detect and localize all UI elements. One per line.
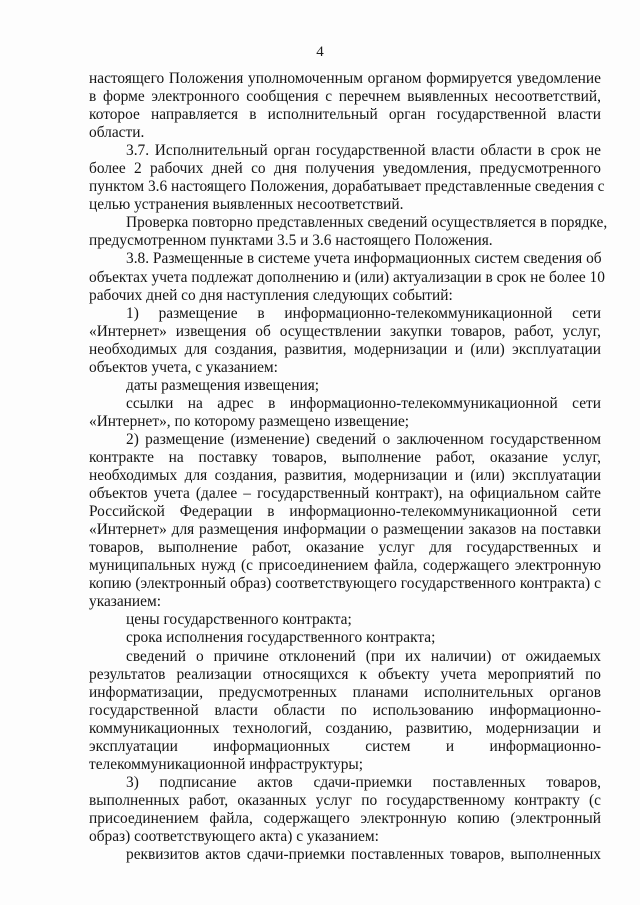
text-line: образ) соответствующего акта) с указанием: xyxy=(89,827,379,845)
text-line: реквизитов актов сдачи-приемки поставленных товаров, выполненных xyxy=(126,846,601,864)
page-number: 4 xyxy=(316,44,324,60)
text-line: 3.7. Исполнительный орган государственной власти области в срок не xyxy=(126,142,601,160)
text-line: эксплуатации информационных систем и информационно- xyxy=(89,737,601,755)
text-line: 1) размещение в информационно-телекоммуникационной сети xyxy=(126,304,601,322)
text-line: телекоммуникационной инфраструктуры; xyxy=(89,755,364,773)
text-line: объектов учета, с указанием: xyxy=(89,358,278,376)
text-line: контракте на поставку товаров, выполнение работ, оказание услуг, xyxy=(89,448,601,466)
text-line: информатизации, предусмотренных планами исполнительных органов xyxy=(89,683,601,701)
text-line: копию (электронный образ) соответствующего государственного контракта) с xyxy=(89,575,601,593)
text-line: присоединением файла, содержащего электронную копию (электронный xyxy=(89,809,601,827)
text-line: необходимых для создания, развития, модернизации и (или) эксплуатации xyxy=(89,340,601,358)
text-line: настоящего Положения уполномоченным органом формируется уведомление xyxy=(89,70,601,87)
text-line: рабочих дней со дня наступления следующих событий: xyxy=(89,286,453,304)
text-line: 3.8. Размещенные в системе учета информационных систем сведения об xyxy=(126,250,602,268)
text-line: объектах учета подлежат дополнению и (или) актуализации в срок не более 10 xyxy=(89,268,605,286)
text-line: государственной власти области по использованию информационно- xyxy=(89,701,601,719)
text-line: 3) подписание актов сдачи-приемки поставленных товаров, xyxy=(126,773,601,791)
text-line: «Интернет» извещения об осуществлении закупки товаров, работ, услуг, xyxy=(89,322,601,340)
text-line: «Интернет», по которому размещено извещение; xyxy=(89,412,410,430)
text-line: цены государственного контракта; xyxy=(126,611,352,629)
text-line: товаров, выполнение работ, оказание услуг для государственных и xyxy=(89,539,601,557)
text-line: выполненных работ, оказанных услуг по государственному контракту (с xyxy=(89,791,601,809)
text-line: в форме электронного сообщения с перечнем выявленных несоответствий, xyxy=(89,88,601,106)
text-line: которое направляется в исполнительный орган государственной власти xyxy=(89,106,601,124)
text-line: Проверка повторно представленных сведений осуществляется в порядке, xyxy=(126,214,608,232)
text-line: результатов реализации относящихся к объекту учета мероприятий по xyxy=(89,665,601,683)
text-line: необходимых для создания, развития, модернизации и (или) эксплуатации xyxy=(89,467,601,485)
text-line: Российской Федерации в информационно-телекоммуникационной сети xyxy=(89,503,601,521)
text-line: целью устранения выявленных несоответствий. xyxy=(89,196,404,214)
text-line: области. xyxy=(89,124,145,142)
text-line: объектов учета (далее – государственный контракт), на официальном сайте xyxy=(89,485,601,503)
document-body xyxy=(89,70,608,864)
text-line: сведений о причине отклонений (при их наличии) от ожидаемых xyxy=(126,647,601,665)
text-line: пунктом 3.6 настоящего Положения, дорабатывает представленные сведения с xyxy=(89,178,605,196)
text-line: ссылки на адрес в информационно-телекоммуникационной сети xyxy=(126,394,601,412)
text-line: предусмотренном пунктами 3.5 и 3.6 настоящего Положения. xyxy=(89,232,493,250)
text-line: муниципальных нужд (с присоединением файла, содержащего электронную xyxy=(89,557,601,575)
text-line: более 2 рабочих дней со дня получения уведомления, предусмотренного xyxy=(89,160,601,178)
text-line: срока исполнения государственного контракта; xyxy=(126,629,436,647)
text-line: даты размещения извещения; xyxy=(126,376,320,394)
text-line: указанием: xyxy=(89,593,162,611)
text-line: коммуникационных технологий, созданию, развитию, модернизации и xyxy=(89,719,601,737)
text-line: 2) размещение (изменение) сведений о заключенном государственном xyxy=(126,430,601,448)
text-line: «Интернет» для размещения информации о размещении заказов на поставки xyxy=(89,521,601,539)
